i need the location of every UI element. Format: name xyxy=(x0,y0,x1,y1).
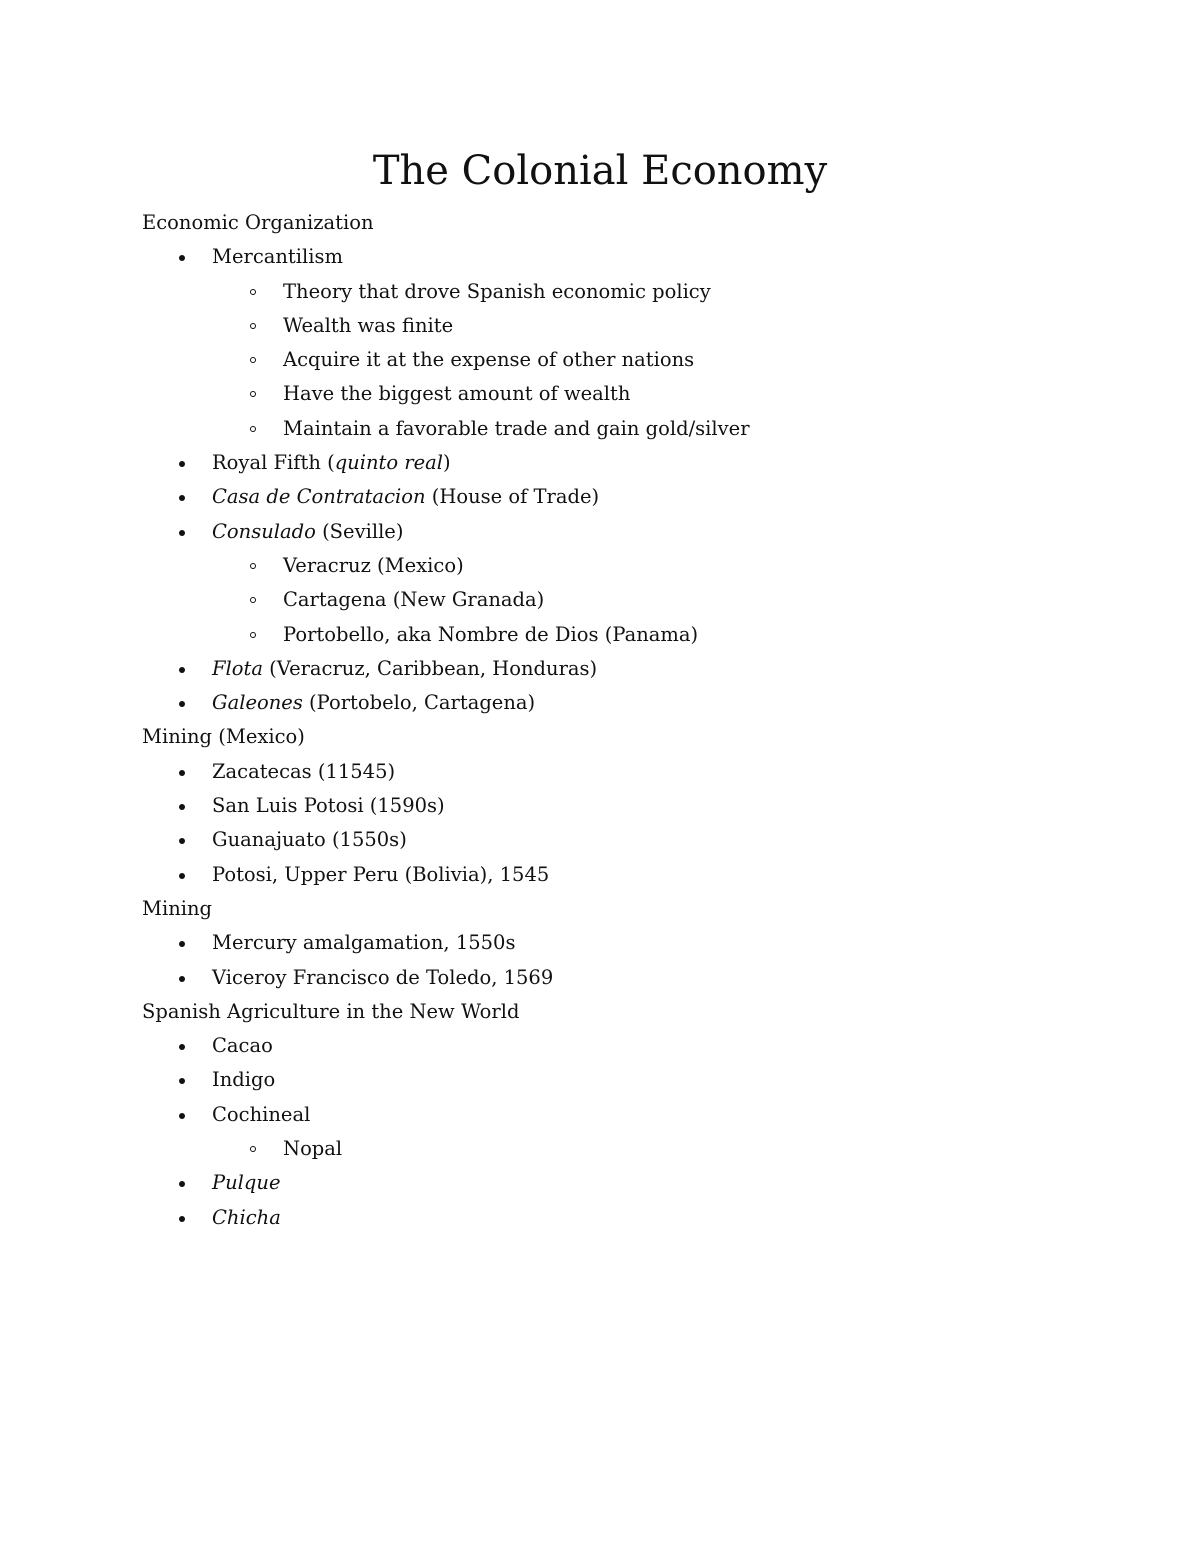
list-item xyxy=(0,686,1200,720)
list-item-text: Indigo xyxy=(212,1068,276,1092)
list-item xyxy=(0,446,1200,480)
bullet-icon xyxy=(179,873,185,879)
sub-list-item xyxy=(0,583,1200,617)
sub-list-item xyxy=(0,618,1200,652)
sub-list-item xyxy=(0,1132,1200,1166)
hollow-bullet-icon xyxy=(250,632,256,638)
sub-list-item-text: Have the biggest amount of wealth xyxy=(283,382,631,406)
bullet-icon xyxy=(179,804,185,810)
list-item xyxy=(0,1098,1200,1132)
sub-list-item-text: Portobello, aka Nombre de Dios (Panama) xyxy=(283,622,699,646)
list-item-text: Mercury amalgamation, 1550s xyxy=(212,931,516,955)
list-item-text: (Seville) xyxy=(315,519,404,543)
sub-list-item xyxy=(0,377,1200,411)
document-outline xyxy=(0,206,1200,1235)
list-item-text: (Veracruz, Caribbean, Honduras) xyxy=(262,656,598,680)
list-item-text: Cochineal xyxy=(212,1102,311,1126)
sub-list-item-text: Wealth was finite xyxy=(283,313,454,337)
list-item-text: Cacao xyxy=(212,1034,273,1058)
list-item-text: Viceroy Francisco de Toledo, 1569 xyxy=(212,965,554,989)
bullet-icon xyxy=(179,838,185,844)
bullet-icon xyxy=(179,1113,185,1119)
sub-list-item xyxy=(0,309,1200,343)
list-item-text: Zacatecas (11545) xyxy=(212,759,396,783)
bullet-icon xyxy=(179,495,185,501)
list-item xyxy=(0,1063,1200,1097)
list-item xyxy=(0,240,1200,274)
bullet-icon xyxy=(179,941,185,947)
list-item-text: Royal Fifth ( xyxy=(212,451,335,475)
list-item-text: ) xyxy=(443,451,451,475)
bullet-icon xyxy=(179,530,185,536)
bullet-icon xyxy=(179,976,185,982)
list-item-text: Potosi, Upper Peru (Bolivia), 1545 xyxy=(212,862,550,886)
list-item xyxy=(0,652,1200,686)
bullet-icon xyxy=(179,461,185,467)
bullet-icon xyxy=(179,1078,185,1084)
sub-list-item xyxy=(0,275,1200,309)
bullet-icon xyxy=(179,667,185,673)
sub-list-item-text: Veracruz (Mexico) xyxy=(283,553,464,577)
sub-list-item-text: Maintain a favorable trade and gain gold/silver xyxy=(283,416,750,440)
hollow-bullet-icon xyxy=(250,289,256,295)
list-item-italic-text: Casa de Contratacion xyxy=(212,485,426,509)
bullet-icon xyxy=(179,1181,185,1187)
sub-list-item-text: Nopal xyxy=(283,1137,343,1161)
bullet-icon xyxy=(179,1044,185,1050)
list-item xyxy=(0,1029,1200,1063)
list-item-text: Mercantilism xyxy=(212,245,343,269)
sub-list-item xyxy=(0,549,1200,583)
list-item xyxy=(0,515,1200,549)
list-item-italic-text: Pulque xyxy=(212,1171,281,1195)
sub-list-item-text: Theory that drove Spanish economic policy xyxy=(283,279,711,303)
hollow-bullet-icon xyxy=(250,426,256,432)
list-item xyxy=(0,480,1200,514)
sub-list-item-text: Acquire it at the expense of other nations xyxy=(283,348,695,372)
section-heading-mining: Mining xyxy=(142,896,213,920)
section-heading-mining-mexico: Mining (Mexico) xyxy=(142,725,305,749)
list-item xyxy=(0,961,1200,995)
document-title: The Colonial Economy xyxy=(372,148,828,194)
list-item xyxy=(0,858,1200,892)
section-heading-economic-organization: Economic Organization xyxy=(142,211,374,234)
hollow-bullet-icon xyxy=(250,357,256,363)
hollow-bullet-icon xyxy=(250,597,256,603)
bullet-icon xyxy=(179,255,185,261)
hollow-bullet-icon xyxy=(250,1146,256,1152)
sub-list-item xyxy=(0,412,1200,446)
sub-list-item-text: Cartagena (New Granada) xyxy=(283,588,545,612)
list-item-italic-text: Chicha xyxy=(212,1205,281,1229)
list-item-italic-text: quinto real xyxy=(334,451,444,475)
list-item xyxy=(0,789,1200,823)
list-item-text: (House of Trade) xyxy=(425,485,600,509)
list-item-italic-text: Consulado xyxy=(212,519,316,543)
list-item xyxy=(0,823,1200,857)
list-item-italic-text: Flota xyxy=(212,656,263,680)
list-item-italic-text: Galeones xyxy=(212,691,303,715)
sub-list-item xyxy=(0,343,1200,377)
hollow-bullet-icon xyxy=(250,391,256,397)
hollow-bullet-icon xyxy=(250,323,256,329)
hollow-bullet-icon xyxy=(250,563,256,569)
list-item-text: San Luis Potosi (1590s) xyxy=(212,794,445,818)
bullet-icon xyxy=(179,770,185,776)
list-item-text: Guanajuato (1550s) xyxy=(212,828,407,852)
section-heading-agriculture: Spanish Agriculture in the New World xyxy=(142,999,520,1023)
list-item xyxy=(0,926,1200,960)
list-item xyxy=(0,755,1200,789)
list-item xyxy=(0,1166,1200,1200)
list-item xyxy=(0,1201,1200,1235)
bullet-icon xyxy=(179,701,185,707)
bullet-icon xyxy=(179,1216,185,1222)
list-item-text: (Portobelo, Cartagena) xyxy=(302,691,536,715)
